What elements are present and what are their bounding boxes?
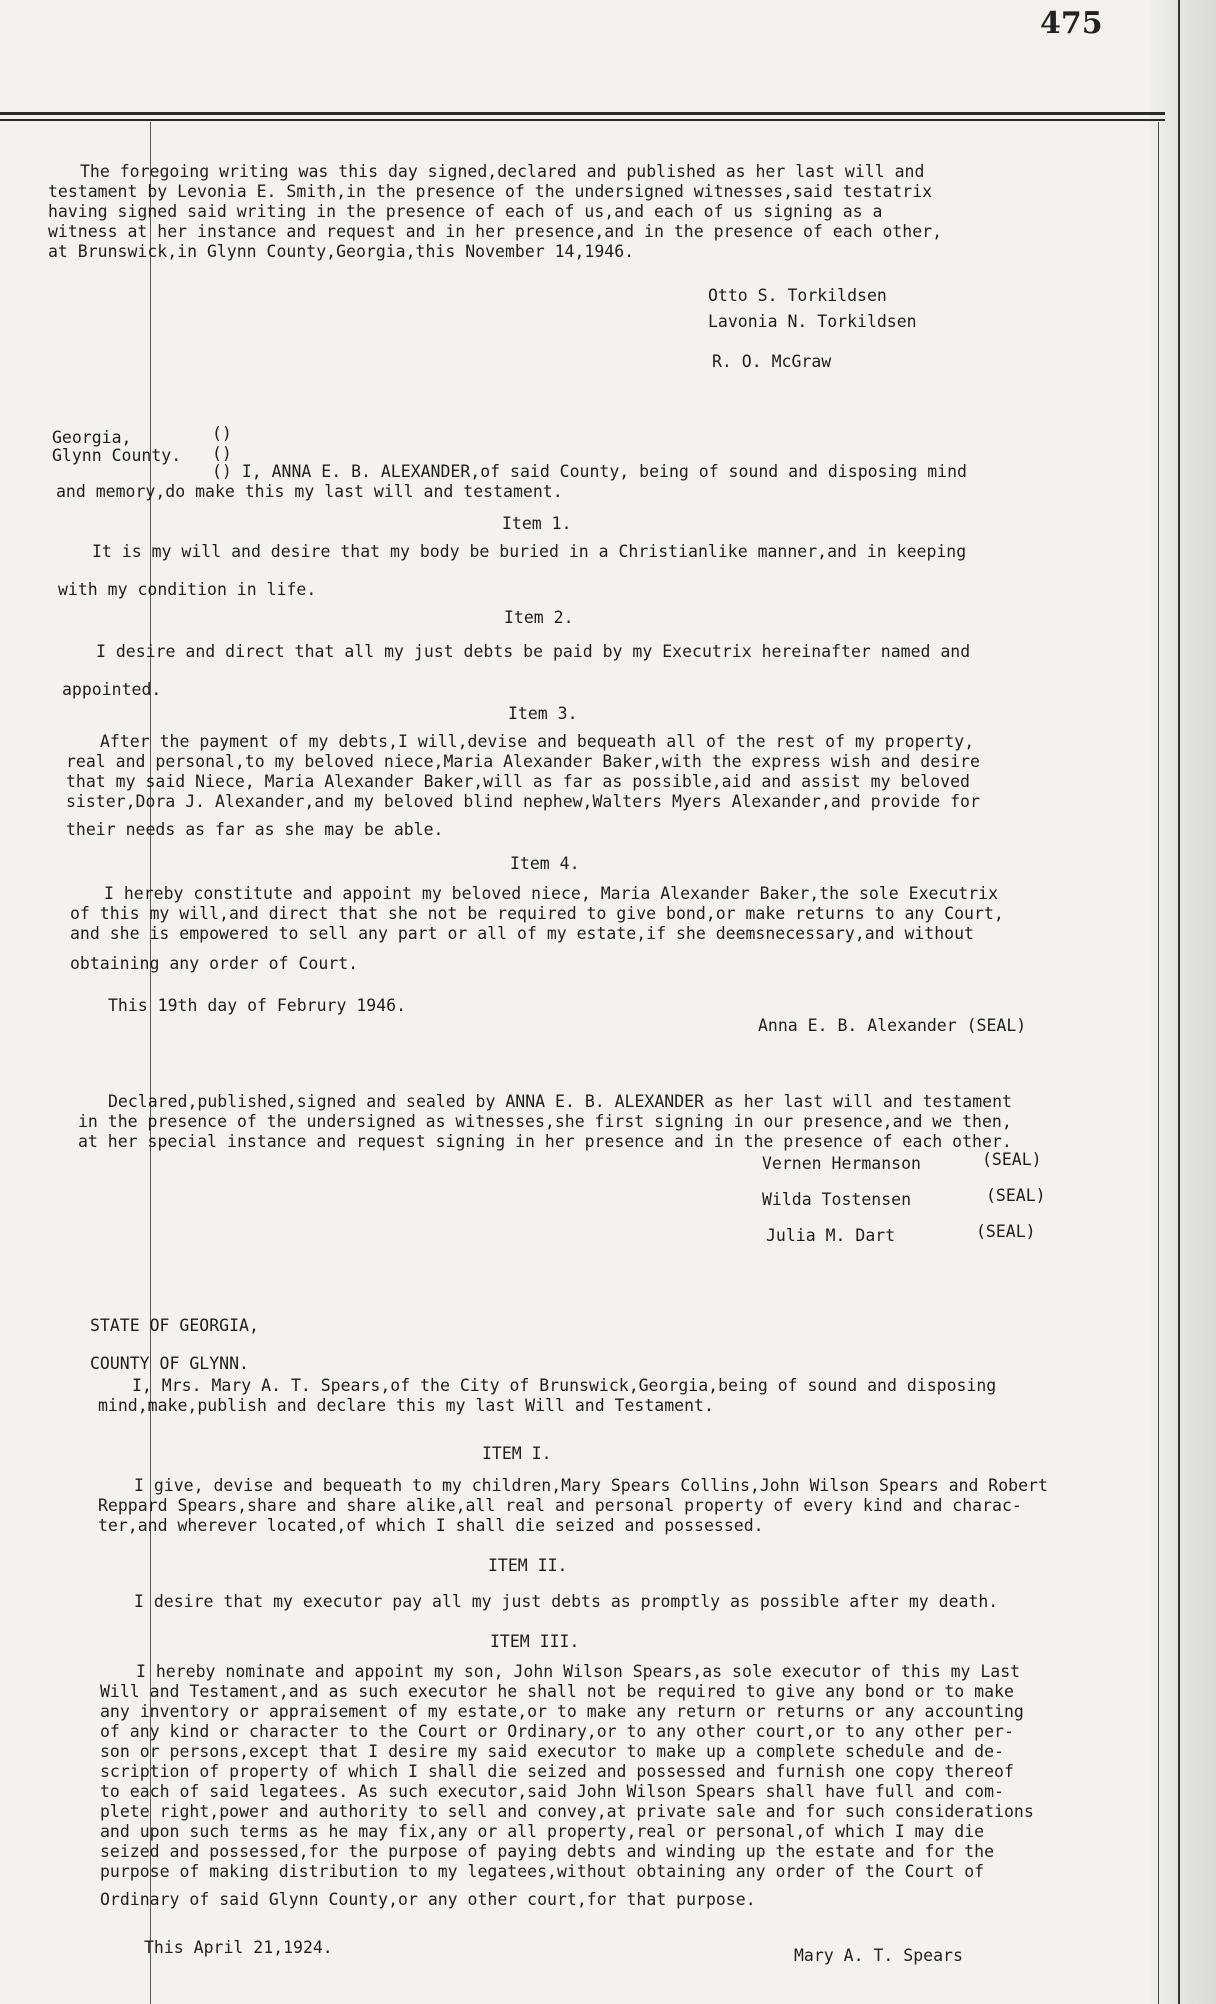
- doc2-item4-line-4: obtaining any order of Court.: [70, 954, 359, 973]
- doc2-bracket-2: (): [212, 444, 232, 463]
- page-edge-line: [1178, 0, 1180, 2004]
- doc1-line-4: witness at her instance and request and in her presence,and in the presence of each other,: [48, 222, 943, 241]
- doc2-item3-line-3: that my said Niece, Maria Alexander Baker,will as far as possible,aid and assist my beloved: [66, 772, 970, 791]
- doc2-item2-line-1: I desire and direct that all my just debts be paid by my Executrix hereinafter named and: [96, 642, 971, 661]
- doc2-item1-heading: Item 1.: [502, 514, 572, 533]
- doc2-attestation-2: in the presence of the undersigned as witnesses,she first signing in our presence,and we then,: [78, 1112, 1012, 1131]
- doc1-line-1: The foregoing writing was this day signed,declared and published as her last will and: [80, 162, 925, 181]
- doc2-intro-1: () I, ANNA E. B. ALEXANDER,of said County, being of sound and disposing mind: [212, 462, 967, 481]
- doc2-item3-line-2: real and personal,to my beloved niece,Maria Alexander Baker,with the express wish and desire: [66, 752, 980, 771]
- doc3-item3-line-6: scription of property of which I shall die seized and possessed and furnish one copy thereof: [100, 1762, 1014, 1781]
- doc3-testator-signature: Mary A. T. Spears: [794, 1946, 963, 1965]
- doc2-attestation-1: Declared,published,signed and sealed by ANNA E. B. ALEXANDER as her last will and testament: [108, 1092, 1012, 1111]
- doc2-venue-county: Glynn County.: [52, 446, 182, 465]
- doc2-date-line: This 19th day of Februry 1946.: [108, 996, 407, 1015]
- doc3-item1-heading: ITEM I.: [482, 1444, 552, 1463]
- doc3-intro-1: I, Mrs. Mary A. T. Spears,of the City of Brunswick,Georgia,being of sound and disposing: [132, 1376, 997, 1395]
- right-margin-line: [1158, 122, 1159, 2004]
- doc2-item4-heading: Item 4.: [510, 854, 580, 873]
- doc2-intro-2: and memory,do make this my last will and testament.: [56, 482, 563, 501]
- doc2-item4-line-1: I hereby constitute and appoint my beloved niece, Maria Alexander Baker,the sole Executrix: [104, 884, 999, 903]
- doc3-item3-line-4: of any kind or character to the Court or Ordinary,or to any other court,or to any other per-: [100, 1722, 1014, 1741]
- doc2-witness-2: Wilda Tostensen: [762, 1190, 912, 1209]
- doc2-witness-2-seal: (SEAL): [986, 1186, 1046, 1205]
- doc3-item3-line-7: to each of said legatees. As such executor,said John Wilson Spears shall have full and com-: [100, 1782, 1004, 1801]
- doc3-item3-line-10: seized and possessed,for the purpose of paying debts and winding up the estate and for the: [100, 1842, 995, 1861]
- doc3-item3-line-1: I hereby nominate and appoint my son, John Wilson Spears,as sole executor of this my Last: [136, 1662, 1021, 1681]
- doc3-item3-line-2: Will and Testament,and as such executor he shall not be required to give any bond or to make: [100, 1682, 1014, 1701]
- doc1-line-5: at Brunswick,in Glynn County,Georgia,this November 14,1946.: [48, 242, 635, 261]
- doc3-item3-line-9: and upon such terms as he may fix,any or all property,real or personal,of which I may die: [100, 1822, 985, 1841]
- header-rule-top: [0, 112, 1165, 115]
- doc2-attestation-3: at her special instance and request signing in her presence and in the presence of each other.: [78, 1132, 1012, 1151]
- doc3-item3-line-5: son or persons,except that I desire my said executor to make up a complete schedule and de-: [100, 1742, 1004, 1761]
- doc2-item4-line-2: of this my will,and direct that she not be required to give bond,or make returns to any Court,: [70, 904, 1004, 923]
- doc2-witness-3-seal: (SEAL): [976, 1222, 1036, 1241]
- doc2-testator-signature: Anna E. B. Alexander (SEAL): [758, 1016, 1027, 1035]
- doc2-item1-line-2: with my condition in life.: [58, 580, 317, 599]
- doc2-item2-heading: Item 2.: [504, 608, 574, 627]
- doc2-item3-line-1: After the payment of my debts,I will,devise and bequeath all of the rest of my property,: [100, 732, 975, 751]
- page-number: 475: [1040, 6, 1103, 41]
- doc3-item1-line-3: ter,and wherever located,of which I shall die seized and possessed.: [98, 1516, 764, 1535]
- page-edge-shadow: [1150, 0, 1216, 2004]
- doc2-item2-line-2: appointed.: [62, 680, 162, 699]
- doc2-witness-3: Julia M. Dart: [766, 1226, 896, 1245]
- header-rule-bottom: [0, 119, 1165, 121]
- doc1-line-2: testament by Levonia E. Smith,in the presence of the undersigned witnesses,said testatrix: [48, 182, 933, 201]
- doc3-county-heading: COUNTY OF GLYNN.: [90, 1354, 249, 1373]
- doc3-item3-line-3: any inventory or appraisement of my estate,or to make any return or returns or any accounting: [100, 1702, 1024, 1721]
- doc1-witness-3: R. O. McGraw: [712, 352, 832, 371]
- doc3-item1-line-1: I give, devise and bequeath to my children,Mary Spears Collins,John Wilson Spears and Robert: [134, 1476, 1048, 1495]
- doc2-item3-line-4: sister,Dora J. Alexander,and my beloved blind nephew,Walters Myers Alexander,and provide for: [66, 792, 980, 811]
- doc1-witness-1: Otto S. Torkildsen: [708, 286, 887, 305]
- doc2-item1-line-1: It is my will and desire that my body be buried in a Christianlike manner,and in keeping: [92, 542, 967, 561]
- doc2-item3-line-5: their needs as far as she may be able.: [66, 820, 444, 839]
- doc2-item4-line-3: and she is empowered to sell any part or all of my estate,if she deemsnecessary,and without: [70, 924, 974, 943]
- doc2-bracket-1: (): [212, 424, 232, 443]
- doc3-date-line: This April 21,1924.: [144, 1938, 333, 1957]
- doc3-state-heading: STATE OF GEORGIA,: [90, 1316, 259, 1335]
- doc2-venue-state: Georgia,: [52, 428, 132, 447]
- doc3-item3-line-8: plete right,power and authority to sell and convey,at private sale and for such considerations: [100, 1802, 1034, 1821]
- doc3-item2-heading: ITEM II.: [488, 1556, 568, 1575]
- doc3-item3-line-11: purpose of making distribution to my legatees,without obtaining any order of the Court of: [100, 1862, 985, 1881]
- doc1-witness-2: Lavonia N. Torkildsen: [708, 312, 917, 331]
- doc2-witness-1: Vernen Hermanson: [762, 1154, 921, 1173]
- doc3-item3-heading: ITEM III.: [490, 1632, 580, 1651]
- doc2-witness-1-seal: (SEAL): [982, 1150, 1042, 1169]
- doc3-item2-line-1: I desire that my executor pay all my just debts as promptly as possible after my death.: [134, 1592, 999, 1611]
- doc2-item3-heading: Item 3.: [508, 704, 578, 723]
- doc3-item3-line-12: Ordinary of said Glynn County,or any other court,for that purpose.: [100, 1890, 756, 1909]
- doc1-line-3: having signed said writing in the presence of each of us,and each of us signing as a: [48, 202, 883, 221]
- doc3-intro-2: mind,make,publish and declare this my last Will and Testament.: [98, 1396, 714, 1415]
- doc3-item1-line-2: Reppard Spears,share and share alike,all real and personal property of every kind and charac-: [98, 1496, 1022, 1515]
